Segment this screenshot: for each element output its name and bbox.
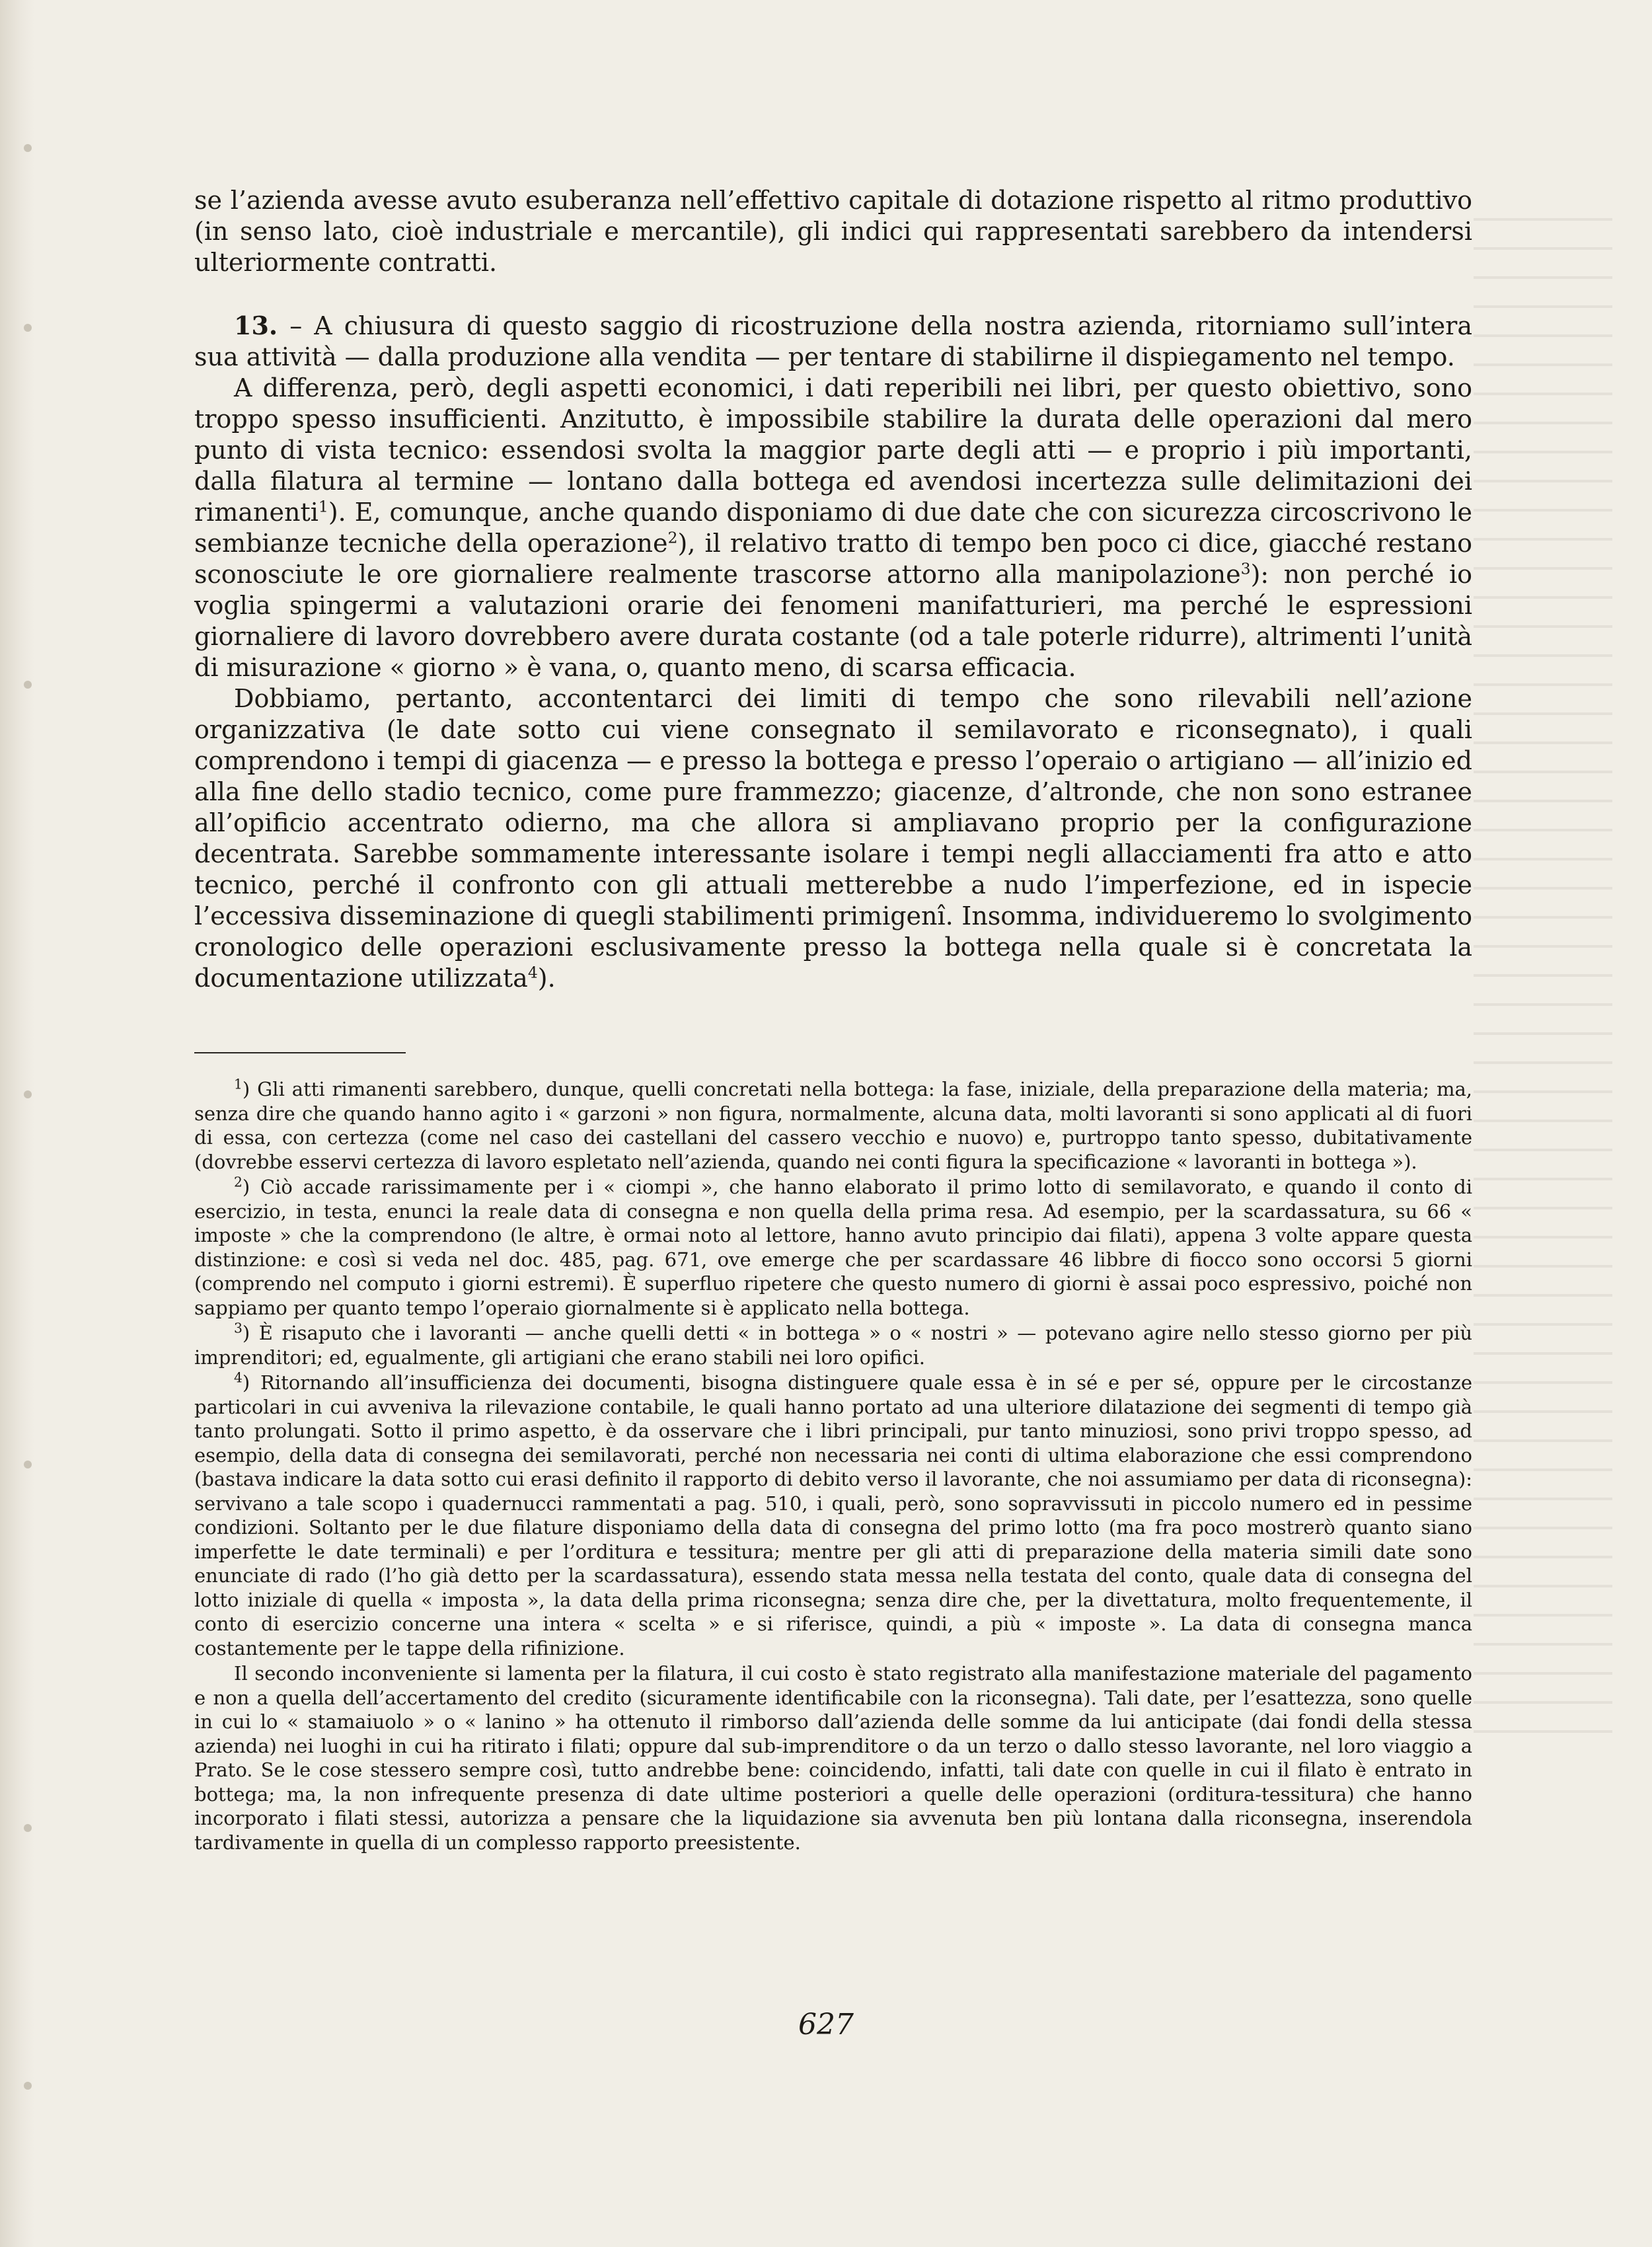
binding-hole bbox=[24, 324, 32, 332]
footnote-2 bbox=[194, 1175, 1472, 1320]
paragraph-text: – A chiusura di questo saggio di ricostruzione della nostra azienda, ritorniamo sull’intera sua attività — dalla produzione alla vendita — per tentare di stabilirne il dispiegamento nel tempo. bbox=[194, 311, 1472, 371]
page-content bbox=[194, 185, 1472, 1854]
footnote-divider bbox=[194, 1052, 406, 1053]
footnote-4-continuation: Il secondo inconveniente si lamenta per la filatura, il cui costo è stato registrato alla manifestazione materiale del pagamento e non a quella dell’accertamento del credito (sicuramente identificabile con la riconsegna). Tali date, per l’esattezza, sono quelle in cui lo « stamaiuolo » o « lanino » ha ottenuto il rimborso dall’azienda delle somme da lui anticipate (dai fondi della stessa azienda) nei luoghi in cui ha ritirato i filati; oppure dal sub-imprenditore o da un terzo o dallo stesso lavorante, nel loro viaggio a Prato. Se le cose stessero sempre così, tutto andrebbe bene: coincidendo, infatti, tali date con quelle in cui il filato è entrato in bottega; ma, la non infrequente presenza di date ultime posteriori a quelle delle operazioni (orditura-tessitura) che hanno incorporato i filati stessi, autorizza a pensare che la liquidazione sia avvenuta ben più lontana dalla riconsegna, inserendola tardivamente in quella di un complesso rapporto preesistente. bbox=[194, 1662, 1472, 1854]
paragraph-text: ), il relativo tratto di tempo ben poco ci dice, giacché restano sconosciute le ore giornaliere realmente trascorse attorno alla manipolazione bbox=[194, 529, 1472, 589]
paragraph-text: ): non perché io voglia spingermi a valutazioni orarie dei fenomeni manifatturieri, ma perché le espressioni giornaliere di lavoro dovrebbero avere durata costante (od a tale poterle ridurre), altrimenti l’unità di misurazione « giorno » è vana, o, quanto meno, di scarsa efficacia. bbox=[194, 560, 1472, 682]
page-number: 627 bbox=[798, 2008, 854, 2041]
show-through-table bbox=[1474, 192, 1612, 1751]
binding-hole bbox=[24, 1461, 32, 1468]
footnote-ref[interactable]: 3 bbox=[1240, 559, 1251, 578]
paragraph bbox=[194, 373, 1472, 683]
footnote-text: ) Ritornando all’insufficienza dei documenti, bisogna distinguere quale essa è in sé e per sé, oppure per le circostanze particolari in cui avveniva la rilevazione contabile, le quali hanno portato ad una ulteriore dilatazione dei segmenti di tempo già tanto prolungati. Sotto il primo aspetto, è da osservare che i libri principali, pur tanto minuziosi, sono privi troppo spesso, ad esempio, della data di consegna dei semilavorati, perché non necessaria nei conti di ultima elaborazione che essi comprendono (bastava indicare la data sotto cui erasi definito il rapporto di debito verso il lavorante, che noi assumiamo per data di riconsegna): servivano a tale scopo i quadernucci rammentati a pag. 510, i quali, però, sono sopravvissuti in piccolo numero ed in pessime condizioni. Soltanto per le due filature disponiamo della data di consegna del primo lotto (ma fra poco mostrerò quanto siano imperfette le date terminali) e per l’orditura e tessitura; mentre per gli atti di preparazione della materia simili date sono enunciate di rado (l’ho già detto per la scardassatura), essendo stata messa nella testata del conto, quale data di consegna del lotto iniziale di quella « imposta », la data della prima riconsegna; senza dire che, per la divettatura, molto frequentemente, il conto di esercizio concerne una intera « scelta » e si riferisce, quindi, a più « imposte ». La data di consegna manca costantemente per le tappe della rifinizione. bbox=[194, 1371, 1472, 1659]
body-text bbox=[194, 185, 1472, 994]
footnote-ref[interactable]: 2 bbox=[667, 528, 678, 547]
footnote-number: 3 bbox=[234, 1320, 243, 1336]
footnote-text: ) Gli atti rimanenti sarebbero, dunque, quelli concretati nella bottega: la fase, iniziale, della preparazione della materia; ma, senza dire che quando hanno agito i « garzoni » non figura, normalmente, alcuna data, molti lavoranti si sono applicati al di fuori di essa, con certezza (come nel caso dei castellani del cassero vecchio e nuovo) e, purtroppo tanto spesso, dubitativamente (dovrebbe esservi certezza di lavoro espletato nell’azienda, quando nei conti figura la specificazione « lavoranti in bottega »). bbox=[194, 1078, 1472, 1173]
binding-hole bbox=[24, 1824, 32, 1832]
paragraph-text: ). E, comunque, anche quando disponiamo di due date che con sicurezza circoscrivono le sembianze tecniche della operazione bbox=[194, 498, 1472, 558]
footnote-text: ) Ciò accade rarissimamente per i « ciompi », che hanno elaborato il primo lotto di semilavorato, e quando il conto di esercizio, in testa, enunci la reale data di consegna e non quella della prima resa. Ad esempio, per la scardassatura, su 66 « imposte » che la comprendono (le altre, è ormai noto al lettore, hanno avuto principio dai filati), appena 3 volte appare questa distinzione: e così si veda nel doc. 485, pag. 671, ove emerge che per scardassare 46 libbre di fiocco sono occorsi 5 giorni (comprendo nel computo i giorni estremi). È superfluo ripetere che questo numero di giorni è assai poco espressivo, poiché non sappiamo per quanto tempo l’operaio giornalmente si è applicato nella bottega. bbox=[194, 1176, 1472, 1319]
binding-hole bbox=[24, 681, 32, 689]
footnote-number: 4 bbox=[234, 1369, 243, 1386]
footnote-number: 1 bbox=[234, 1076, 243, 1092]
binding-hole bbox=[24, 2082, 32, 2090]
footnote-4 bbox=[194, 1371, 1472, 1660]
section-number: 13. bbox=[234, 311, 278, 340]
footnote-1 bbox=[194, 1077, 1472, 1174]
footnote-3 bbox=[194, 1321, 1472, 1369]
paragraph bbox=[194, 683, 1472, 994]
paragraph-text: Dobbiamo, pertanto, accontentarci dei limiti di tempo che sono rilevabili nell’azione organizzativa (le date sotto cui viene consegnato il semilavorato e riconsegnato), i quali comprendono i tempi di giacenza — e presso la bottega e presso l’operaio o artigiano — all’inizio ed alla fine dello stadio tecnico, come pure frammezzo; giacenze, d’altronde, che non sono estranee all’opificio accentrato odierno, ma che allora si ampliavano proprio per la configurazione decentrata. Sarebbe sommamente interessante isolare i tempi negli allacciamenti fra atto e atto tecnico, perché il confronto con gli attuali metterebbe a nudo l’imperfezione, ed in ispecie l’eccessiva disseminazione di quegli stabilimenti primigenî. Insomma, individueremo lo svolgimento cronologico delle operazioni esclusivamente presso la bottega nella quale si è concretata la documentazione utilizzata bbox=[194, 684, 1472, 993]
footnote-ref[interactable]: 1 bbox=[318, 497, 328, 516]
paragraph-text: A differenza, però, degli aspetti economici, i dati reperibili nei libri, per questo obiettivo, sono troppo spesso insufficienti. Anzitutto, è impossibile stabilire la durata delle operazioni dal mero punto di vista tecnico: essendosi svolta la maggior parte degli atti — e proprio i più importanti, dalla filatura al termine — lontano dalla bottega ed avendosi incertezza sulle delimitazioni dei rimanenti bbox=[194, 373, 1472, 527]
binding-hole bbox=[24, 1090, 32, 1098]
paragraph-text: ). bbox=[537, 964, 556, 993]
binding-edge bbox=[0, 0, 34, 2247]
binding-hole bbox=[24, 144, 32, 152]
footnote-number: 2 bbox=[234, 1174, 243, 1190]
footnote-ref[interactable]: 4 bbox=[527, 963, 538, 982]
footnotes bbox=[194, 1077, 1472, 1854]
paragraph-section-13 bbox=[194, 310, 1472, 373]
footnote-text: ) È risaputo che i lavoranti — anche quelli detti « in bottega » o « nostri » — potevano agire nello stesso giorno per più imprenditori; ed, egualmente, gli artigiani che erano stabili nei loro opifici. bbox=[194, 1322, 1472, 1369]
paragraph-continuation: se l’azienda avesse avuto esuberanza nell’effettivo capitale di dotazione rispetto al ritmo produttivo (in senso lato, cioè industriale e mercantile), gli indici qui rappresentati sarebbero da intendersi ulteriormente contratti. bbox=[194, 186, 1472, 277]
